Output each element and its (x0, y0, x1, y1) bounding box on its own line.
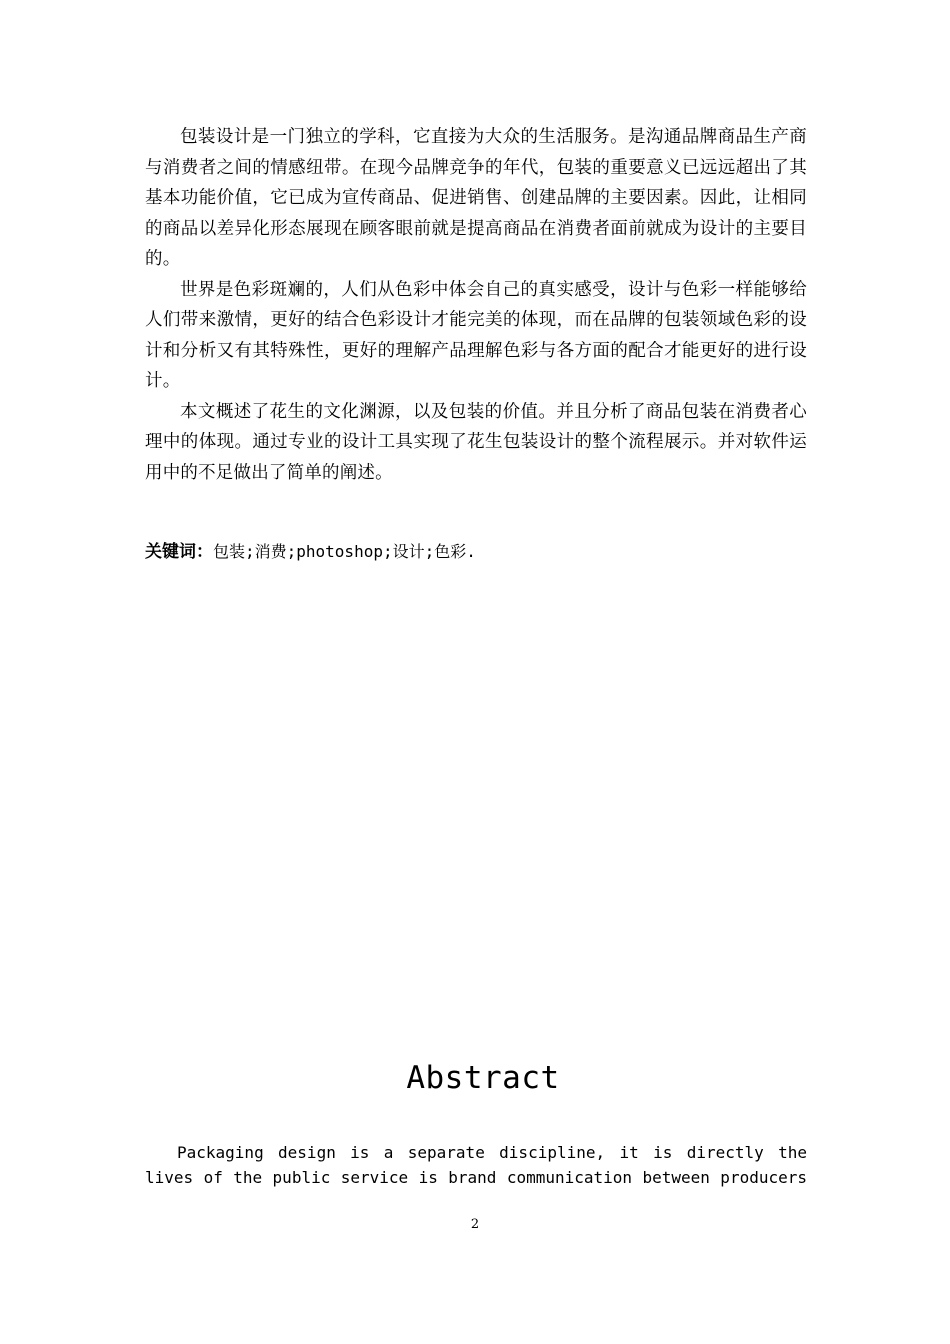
keywords-label: 关键词： (145, 542, 213, 562)
english-line-1: Packaging design is a separate discipline, it is directly the (177, 1143, 807, 1162)
keywords-line (145, 537, 476, 567)
page-number: 2 (470, 1217, 480, 1232)
english-abstract-body (145, 1140, 807, 1190)
keywords-value: 包装;消费;photoshop;设计;色彩. (213, 542, 476, 561)
chinese-paragraph-1: 包装设计是一门独立的学科，它直接为大众的生活服务。是沟通品牌商品生产商与消费者之间的情感纽带。在现今品牌竞争的年代，包装的重要意义已远远超出了其基本功能价值，它已成为宣传商品、促进销售、创建品牌的主要因素。因此，让相同的商品以差异化形态展现在顾客眼前就是提高商品在消费者面前就成为设计的主要目的。 (145, 127, 807, 269)
chinese-paragraph-3: 本文概述了花生的文化渊源，以及包装的价值。并且分析了商品包装在消费者心理中的体现。通过专业的设计工具实现了花生包装设计的整个流程展示。并对软件运用中的不足做出了简单的阐述。 (145, 401, 807, 483)
chinese-abstract-body (145, 122, 807, 488)
chinese-paragraph-2: 世界是色彩斑斓的，人们从色彩中体会自己的真实感受，设计与色彩一样能够给人们带来激情，更好的结合色彩设计才能完美的体现，而在品牌的包装领域色彩的设计和分析又有其特殊性，更好的理解产品理解色彩与各方面的配合才能更好的进行设计。 (145, 279, 807, 391)
abstract-heading: Abstract (406, 1060, 560, 1096)
english-line-2: lives of the public service is brand communication between producers (145, 1168, 807, 1187)
